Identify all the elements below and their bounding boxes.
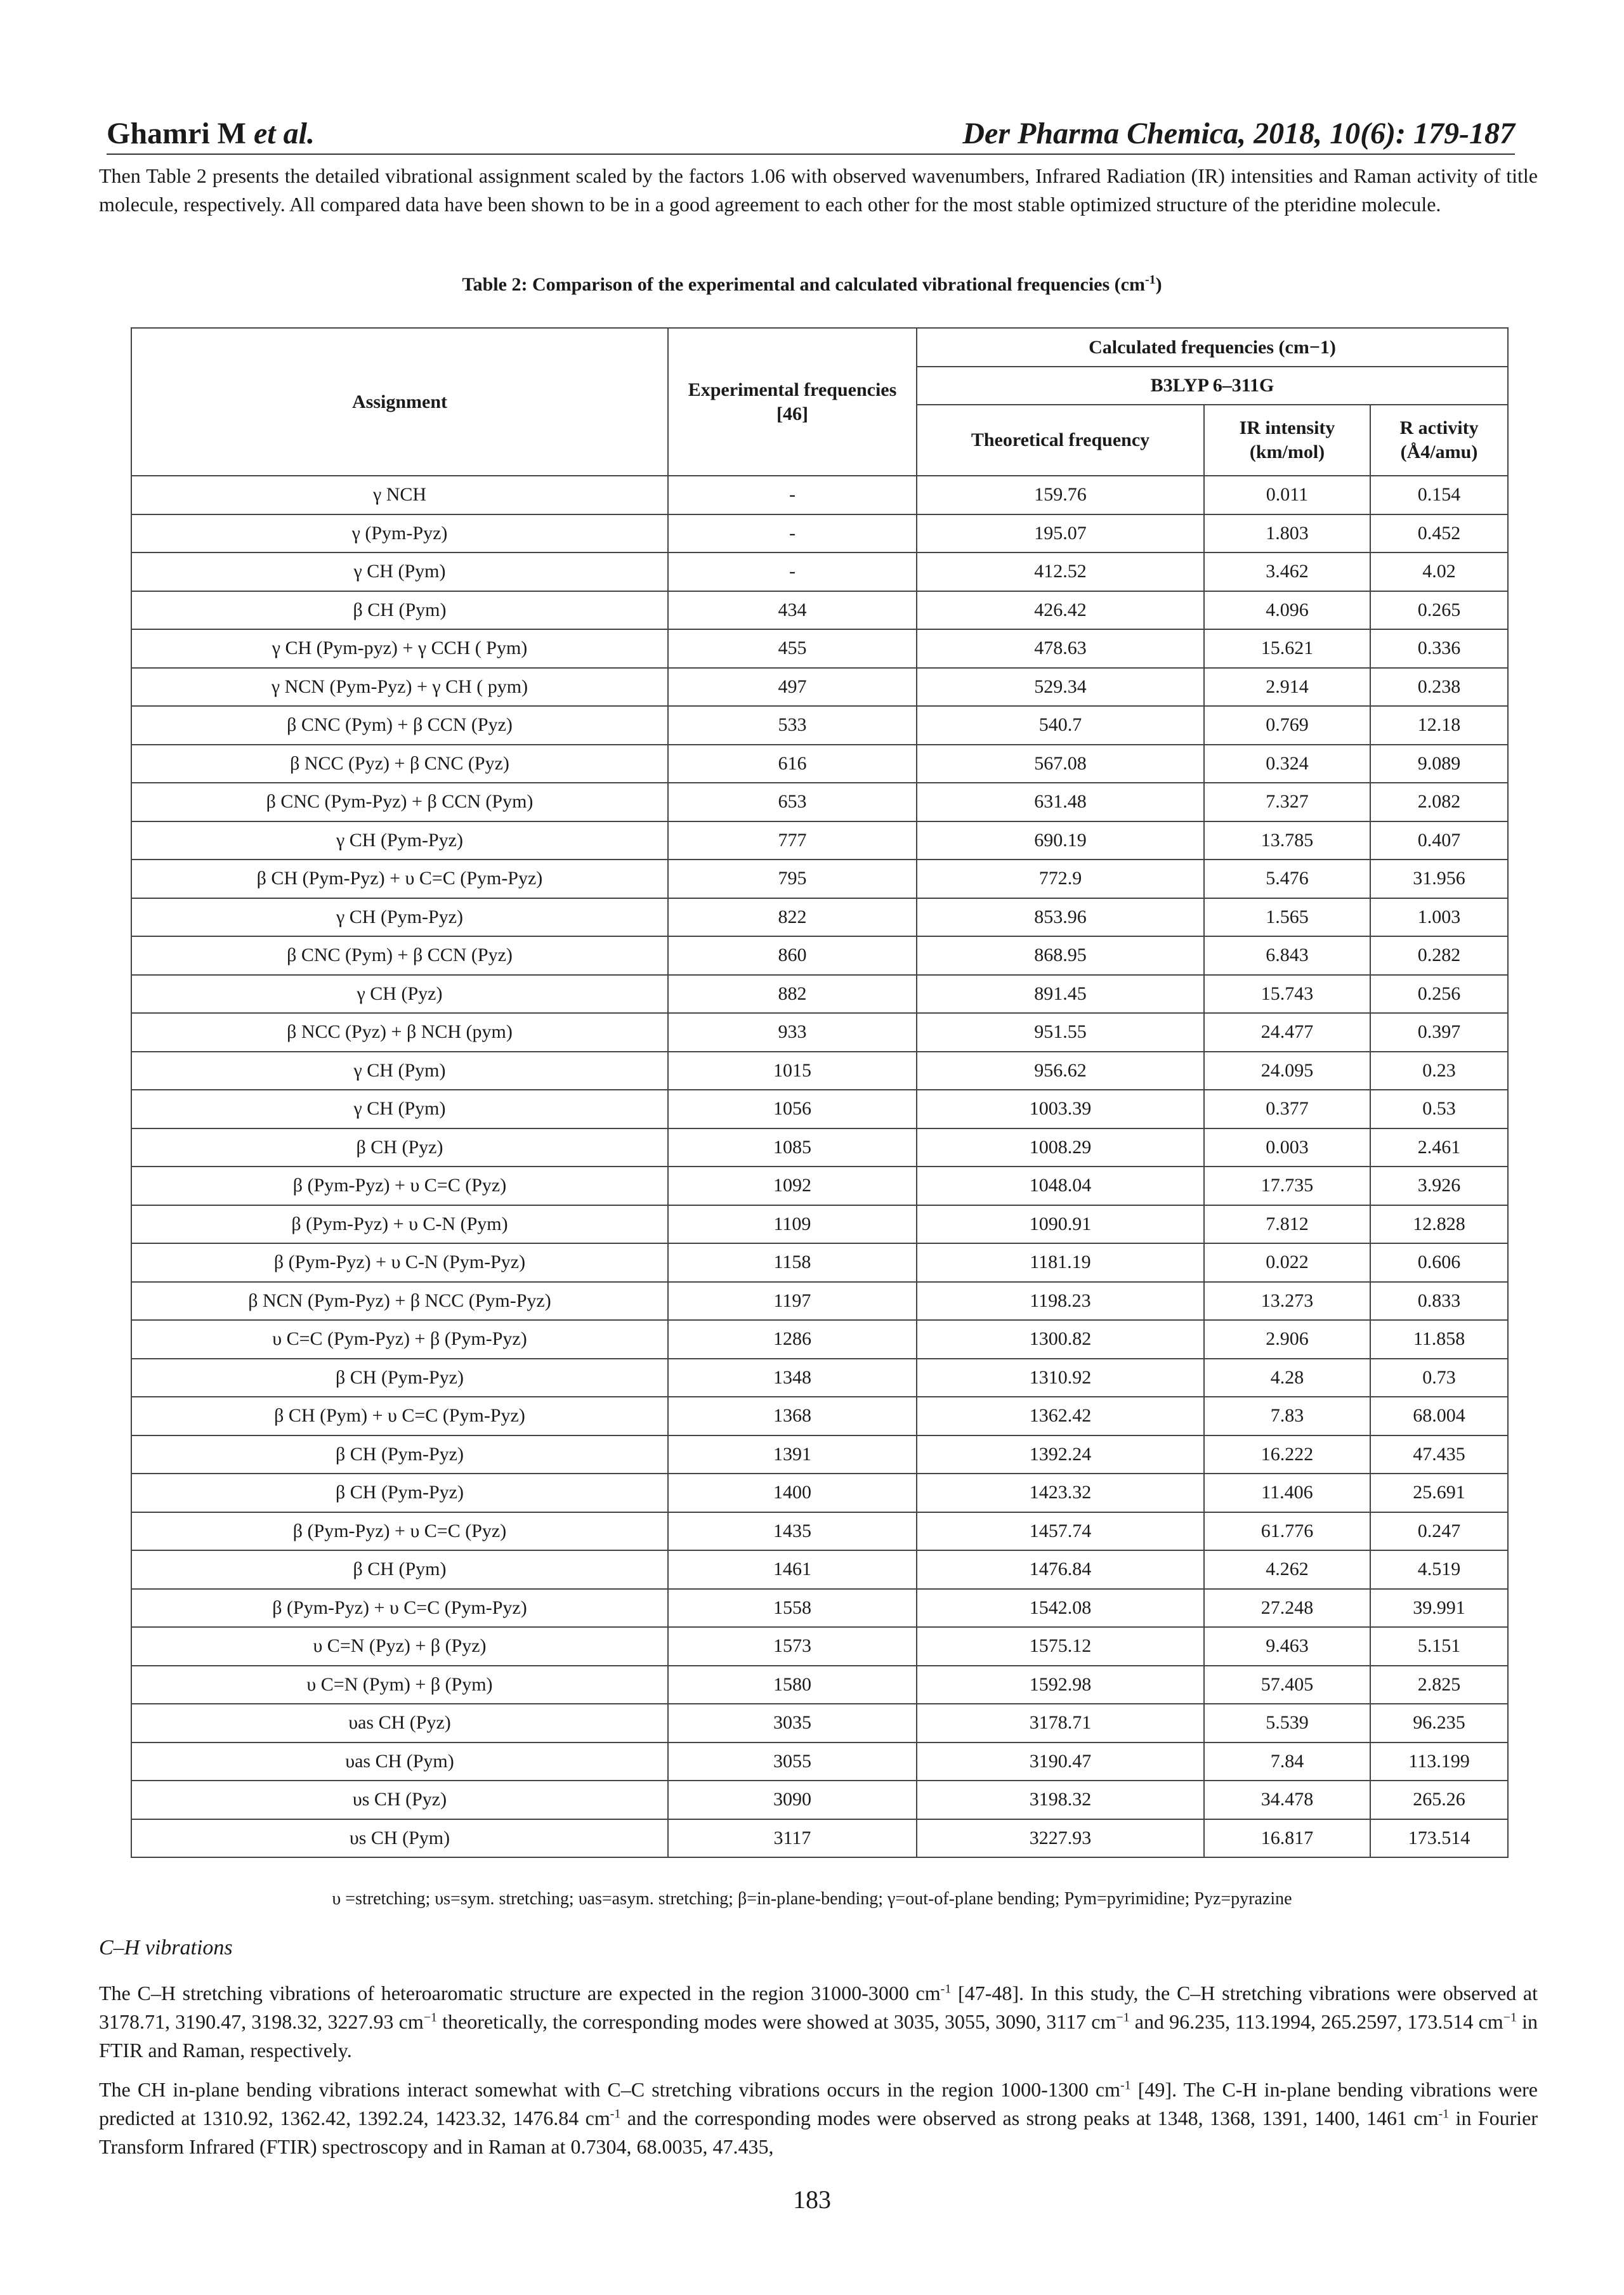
cell-theoretical: 1181.19: [917, 1243, 1204, 1282]
cell-raman-activity: 0.53: [1370, 1090, 1508, 1128]
cell-ir-intensity: 7.84: [1204, 1743, 1370, 1781]
cell-ir-intensity: 7.812: [1204, 1205, 1370, 1244]
cell-ir-intensity: 1.803: [1204, 514, 1370, 553]
cell-assignment: β (Pym-Pyz) + υ C=C (Pyz): [131, 1512, 668, 1551]
cell-experimental: 3035: [668, 1704, 917, 1743]
cell-ir-intensity: 1.565: [1204, 898, 1370, 937]
cell-raman-activity: 0.238: [1370, 668, 1508, 707]
cell-experimental: 616: [668, 745, 917, 783]
cell-raman-activity: 0.256: [1370, 975, 1508, 1014]
table-row: [131, 783, 1508, 821]
ch-stretching-paragraph: [99, 1979, 1538, 2065]
header-journal: Der Pharma Chemica, 2018, 10(6): 179-187: [962, 117, 1515, 150]
cell-ir-intensity: 7.83: [1204, 1397, 1370, 1435]
header-raman-activity: R activity (Å4/amu): [1370, 405, 1508, 476]
p3-sup-a: -1: [1120, 2078, 1131, 2093]
cell-raman-activity: 0.606: [1370, 1243, 1508, 1282]
p3-sup-c: -1: [1438, 2107, 1450, 2121]
p2-sup-a: -1: [940, 1982, 952, 1996]
cell-assignment: β CNC (Pym) + β CCN (Pyz): [131, 936, 668, 975]
cell-ir-intensity: 4.28: [1204, 1359, 1370, 1397]
table-row: [131, 1282, 1508, 1321]
ch-bending-paragraph: [99, 2076, 1538, 2161]
header-assignment: Assignment: [131, 328, 668, 476]
cell-assignment: γ CH (Pym-pyz) + γ CCH ( Pym): [131, 629, 668, 668]
cell-assignment: γ CH (Pyz): [131, 975, 668, 1014]
table-row: [131, 1743, 1508, 1781]
p2-text-d: and 96.235, 113.1994, 265.2597, 173.514 cm: [1129, 2010, 1503, 2033]
caption-text: Table 2: Comparison of the experimental and calculated vibrational frequencies (cm: [462, 274, 1145, 295]
cell-ir-intensity: 16.817: [1204, 1819, 1370, 1858]
cell-ir-intensity: 11.406: [1204, 1474, 1370, 1512]
header-theoretical: Theoretical frequency: [917, 405, 1204, 476]
table-row: [131, 1013, 1508, 1052]
cell-assignment: γ CH (Pym): [131, 552, 668, 591]
cell-raman-activity: 265.26: [1370, 1781, 1508, 1819]
table-body: [131, 476, 1508, 1857]
caption-sup: -1: [1144, 273, 1156, 287]
cell-raman-activity: 0.833: [1370, 1282, 1508, 1321]
header-ir-intensity: IR intensity (km/mol): [1204, 405, 1370, 476]
table-row: [131, 1090, 1508, 1128]
page-number: 183: [793, 2185, 831, 2214]
intro-paragraph: Then Table 2 presents the detailed vibrational assignment scaled by the factors 1.06 with observed wavenumbers, Infrared Radiation (IR) intensities and Raman activity of title molecule, respectively. All compared data have been shown to be in a good agreement to each other for the most stable optimized structure of the pteridine molecule.: [99, 164, 1538, 216]
cell-raman-activity: 0.397: [1370, 1013, 1508, 1052]
p2-text-a: The C–H stretching vibrations of heteroaromatic structure are expected in the region 31000-3000 cm: [99, 1982, 941, 2004]
cell-assignment: β CNC (Pym) + β CCN (Pyz): [131, 706, 668, 745]
frequency-table: [131, 327, 1509, 1858]
p3-text-c: and the corresponding modes were observed as strong peaks at 1348, 1368, 1391, 1400, 1461 cm: [620, 2107, 1439, 2129]
table-row: [131, 1320, 1508, 1359]
cell-raman-activity: 25.691: [1370, 1474, 1508, 1512]
cell-experimental: 1197: [668, 1282, 917, 1321]
cell-assignment: β CH (Pym) + υ C=C (Pym-Pyz): [131, 1397, 668, 1435]
cell-theoretical: 1300.82: [917, 1320, 1204, 1359]
table-row: [131, 1435, 1508, 1474]
cell-ir-intensity: 0.003: [1204, 1128, 1370, 1167]
cell-ir-intensity: 24.095: [1204, 1052, 1370, 1090]
cell-raman-activity: 4.02: [1370, 552, 1508, 591]
cell-raman-activity: 0.154: [1370, 476, 1508, 514]
cell-ir-intensity: 3.462: [1204, 552, 1370, 591]
cell-theoretical: 1423.32: [917, 1474, 1204, 1512]
cell-theoretical: 631.48: [917, 783, 1204, 821]
cell-assignment: γ CH (Pym): [131, 1052, 668, 1090]
cell-theoretical: 1310.92: [917, 1359, 1204, 1397]
cell-raman-activity: 0.265: [1370, 591, 1508, 630]
header-experimental: Experimental frequencies [46]: [668, 328, 917, 476]
header-authors: [107, 116, 315, 151]
cell-theoretical: 1542.08: [917, 1589, 1204, 1628]
cell-assignment: β CH (Pym): [131, 591, 668, 630]
cell-raman-activity: 1.003: [1370, 898, 1508, 937]
cell-raman-activity: 0.452: [1370, 514, 1508, 553]
cell-experimental: 860: [668, 936, 917, 975]
cell-theoretical: 956.62: [917, 1052, 1204, 1090]
cell-ir-intensity: 5.539: [1204, 1704, 1370, 1743]
cell-ir-intensity: 0.011: [1204, 476, 1370, 514]
cell-raman-activity: 0.247: [1370, 1512, 1508, 1551]
cell-experimental: 795: [668, 860, 917, 898]
table-row: [131, 514, 1508, 553]
cell-experimental: 497: [668, 668, 917, 707]
table-row: [131, 1205, 1508, 1244]
cell-ir-intensity: 15.621: [1204, 629, 1370, 668]
cell-raman-activity: 3.926: [1370, 1167, 1508, 1205]
cell-assignment: β CH (Pym-Pyz): [131, 1435, 668, 1474]
cell-assignment: υs CH (Pym): [131, 1819, 668, 1858]
cell-experimental: 1056: [668, 1090, 917, 1128]
cell-theoretical: 426.42: [917, 591, 1204, 630]
cell-assignment: γ CH (Pym-Pyz): [131, 898, 668, 937]
cell-ir-intensity: 5.476: [1204, 860, 1370, 898]
cell-ir-intensity: 34.478: [1204, 1781, 1370, 1819]
p2-text-b: [47-48]. In this study, the C–H stretching vibrations were observed at 3178.71, 3190.47, 3198.32, 3227.93 cm: [99, 1982, 1538, 2033]
cell-raman-activity: 39.991: [1370, 1589, 1508, 1628]
cell-theoretical: 951.55: [917, 1013, 1204, 1052]
cell-ir-intensity: 13.785: [1204, 821, 1370, 860]
cell-theoretical: 567.08: [917, 745, 1204, 783]
cell-raman-activity: 0.282: [1370, 936, 1508, 975]
cell-theoretical: 540.7: [917, 706, 1204, 745]
table-row: [131, 1589, 1508, 1628]
cell-raman-activity: 0.73: [1370, 1359, 1508, 1397]
cell-ir-intensity: 0.324: [1204, 745, 1370, 783]
cell-theoretical: 478.63: [917, 629, 1204, 668]
cell-raman-activity: 173.514: [1370, 1819, 1508, 1858]
cell-experimental: 1368: [668, 1397, 917, 1435]
cell-theoretical: 3198.32: [917, 1781, 1204, 1819]
table-row: [131, 975, 1508, 1014]
cell-assignment: β CH (Pym): [131, 1550, 668, 1589]
table-row: [131, 1781, 1508, 1819]
cell-theoretical: 1362.42: [917, 1397, 1204, 1435]
cell-raman-activity: 31.956: [1370, 860, 1508, 898]
cell-experimental: 1400: [668, 1474, 917, 1512]
table-caption: [0, 274, 1624, 296]
cell-theoretical: 868.95: [917, 936, 1204, 975]
cell-theoretical: 195.07: [917, 514, 1204, 553]
cell-ir-intensity: 2.914: [1204, 668, 1370, 707]
cell-ir-intensity: 17.735: [1204, 1167, 1370, 1205]
cell-theoretical: 1008.29: [917, 1128, 1204, 1167]
cell-theoretical: 1592.98: [917, 1666, 1204, 1704]
cell-experimental: 1092: [668, 1167, 917, 1205]
cell-theoretical: 1198.23: [917, 1282, 1204, 1321]
table-row: [131, 1666, 1508, 1704]
cell-raman-activity: 2.461: [1370, 1128, 1508, 1167]
header-calculated: Calculated frequencies (cm−1): [917, 328, 1508, 367]
cell-theoretical: 412.52: [917, 552, 1204, 591]
cell-assignment: γ CH (Pym-Pyz): [131, 821, 668, 860]
cell-assignment: υ C=N (Pym) + β (Pym): [131, 1666, 668, 1704]
cell-ir-intensity: 15.743: [1204, 975, 1370, 1014]
cell-experimental: 1461: [668, 1550, 917, 1589]
table-row: [131, 745, 1508, 783]
cell-experimental: 455: [668, 629, 917, 668]
cell-experimental: 822: [668, 898, 917, 937]
cell-raman-activity: 0.407: [1370, 821, 1508, 860]
table-row: [131, 1128, 1508, 1167]
table-footnote: υ =stretching; υs=sym. stretching; υas=asym. stretching; β=in-plane-bending; γ=out-of-plane bending; Pym=pyrimidine; Pyz=pyrazine: [332, 1889, 1292, 1909]
cell-ir-intensity: 0.377: [1204, 1090, 1370, 1128]
table-row: [131, 1243, 1508, 1282]
cell-assignment: β CH (Pym-Pyz): [131, 1474, 668, 1512]
table-row: [131, 1627, 1508, 1666]
caption-end: ): [1155, 274, 1162, 295]
cell-ir-intensity: 6.843: [1204, 936, 1370, 975]
cell-assignment: β (Pym-Pyz) + υ C-N (Pym): [131, 1205, 668, 1244]
table-row: [131, 591, 1508, 630]
cell-ir-intensity: 13.273: [1204, 1282, 1370, 1321]
cell-experimental: 3090: [668, 1781, 917, 1819]
cell-raman-activity: 0.23: [1370, 1052, 1508, 1090]
cell-experimental: 1158: [668, 1243, 917, 1282]
cell-raman-activity: 47.435: [1370, 1435, 1508, 1474]
cell-raman-activity: 5.151: [1370, 1627, 1508, 1666]
cell-theoretical: 853.96: [917, 898, 1204, 937]
cell-assignment: β NCC (Pyz) + β CNC (Pyz): [131, 745, 668, 783]
table-row: [131, 1550, 1508, 1589]
cell-experimental: -: [668, 476, 917, 514]
cell-assignment: β NCN (Pym-Pyz) + β NCC (Pym-Pyz): [131, 1282, 668, 1321]
cell-experimental: 1085: [668, 1128, 917, 1167]
table-row: [131, 936, 1508, 975]
cell-raman-activity: 12.18: [1370, 706, 1508, 745]
cell-raman-activity: 96.235: [1370, 1704, 1508, 1743]
cell-theoretical: 1575.12: [917, 1627, 1204, 1666]
cell-assignment: υs CH (Pyz): [131, 1781, 668, 1819]
cell-assignment: β CH (Pym-Pyz) + υ C=C (Pym-Pyz): [131, 860, 668, 898]
cell-theoretical: 3190.47: [917, 1743, 1204, 1781]
p2-sup-d: −1: [1503, 2010, 1517, 2025]
cell-assignment: γ NCH: [131, 476, 668, 514]
cell-experimental: 533: [668, 706, 917, 745]
cell-ir-intensity: 9.463: [1204, 1627, 1370, 1666]
cell-ir-intensity: 7.327: [1204, 783, 1370, 821]
cell-theoretical: 3227.93: [917, 1819, 1204, 1858]
cell-assignment: υ C=C (Pym-Pyz) + β (Pym-Pyz): [131, 1320, 668, 1359]
cell-theoretical: 1090.91: [917, 1205, 1204, 1244]
header-author-name: Ghamri M: [107, 117, 246, 150]
cell-raman-activity: 11.858: [1370, 1320, 1508, 1359]
cell-experimental: 1435: [668, 1512, 917, 1551]
cell-theoretical: 1048.04: [917, 1167, 1204, 1205]
table-row: [131, 476, 1508, 514]
cell-experimental: 1109: [668, 1205, 917, 1244]
cell-assignment: β (Pym-Pyz) + υ C-N (Pym-Pyz): [131, 1243, 668, 1282]
table-row: [131, 821, 1508, 860]
cell-assignment: β CH (Pyz): [131, 1128, 668, 1167]
table-row: [131, 1819, 1508, 1858]
cell-experimental: -: [668, 514, 917, 553]
cell-assignment: υ C=N (Pyz) + β (Pyz): [131, 1627, 668, 1666]
cell-experimental: 1348: [668, 1359, 917, 1397]
table-row: [131, 552, 1508, 591]
header-etal: et al.: [253, 117, 315, 150]
p2-sup-c: −1: [1116, 2010, 1130, 2025]
cell-ir-intensity: 61.776: [1204, 1512, 1370, 1551]
cell-theoretical: 1476.84: [917, 1550, 1204, 1589]
cell-assignment: υas CH (Pyz): [131, 1704, 668, 1743]
cell-assignment: β (Pym-Pyz) + υ C=C (Pym-Pyz): [131, 1589, 668, 1628]
table-row: [131, 1359, 1508, 1397]
cell-theoretical: 1392.24: [917, 1435, 1204, 1474]
table-row: [131, 668, 1508, 707]
p3-sup-b: -1: [610, 2107, 621, 2121]
cell-ir-intensity: 2.906: [1204, 1320, 1370, 1359]
cell-experimental: 1573: [668, 1627, 917, 1666]
p3-text-a: The CH in-plane bending vibrations interact somewhat with C–C stretching vibrations occurs in the region 1000-1300 cm: [99, 2078, 1121, 2101]
table-row: [131, 1512, 1508, 1551]
cell-experimental: 1286: [668, 1320, 917, 1359]
cell-theoretical: 1003.39: [917, 1090, 1204, 1128]
cell-assignment: γ (Pym-Pyz): [131, 514, 668, 553]
cell-experimental: 882: [668, 975, 917, 1014]
cell-experimental: 1558: [668, 1589, 917, 1628]
p3-text-b: [49]. The C-H in-plane bending vibrations were predicted at 1310.92, 1362.42, 1392.24, 1423.32, 1476.84 cm: [99, 2078, 1538, 2129]
cell-experimental: 3117: [668, 1819, 917, 1858]
p3-text-d: in Fourier Transform Infrared (FTIR) spectroscopy and in Raman at 0.7304, 68.0035, 47.435,: [99, 2107, 1538, 2158]
cell-raman-activity: 113.199: [1370, 1743, 1508, 1781]
table-row: [131, 706, 1508, 745]
cell-theoretical: 772.9: [917, 860, 1204, 898]
cell-raman-activity: 2.825: [1370, 1666, 1508, 1704]
cell-experimental: 1015: [668, 1052, 917, 1090]
cell-theoretical: 3178.71: [917, 1704, 1204, 1743]
cell-ir-intensity: 16.222: [1204, 1435, 1370, 1474]
cell-experimental: 653: [668, 783, 917, 821]
header-method: B3LYP 6–311G: [917, 367, 1508, 405]
cell-theoretical: 690.19: [917, 821, 1204, 860]
table-row: [131, 1397, 1508, 1435]
cell-experimental: 933: [668, 1013, 917, 1052]
table-row: [131, 860, 1508, 898]
cell-raman-activity: 2.082: [1370, 783, 1508, 821]
p2-text-c: theoretically, the corresponding modes were showed at 3035, 3055, 3090, 3117 cm: [437, 2010, 1116, 2033]
section-heading: C–H vibrations: [99, 1936, 233, 1959]
table-row: [131, 629, 1508, 668]
cell-raman-activity: 0.336: [1370, 629, 1508, 668]
cell-experimental: 3055: [668, 1743, 917, 1781]
cell-ir-intensity: 0.769: [1204, 706, 1370, 745]
cell-ir-intensity: 24.477: [1204, 1013, 1370, 1052]
table-row: [131, 1052, 1508, 1090]
cell-assignment: β CH (Pym-Pyz): [131, 1359, 668, 1397]
cell-ir-intensity: 27.248: [1204, 1589, 1370, 1628]
cell-theoretical: 159.76: [917, 476, 1204, 514]
cell-raman-activity: 12.828: [1370, 1205, 1508, 1244]
cell-experimental: 434: [668, 591, 917, 630]
cell-raman-activity: 4.519: [1370, 1550, 1508, 1589]
table-row: [131, 1167, 1508, 1205]
cell-experimental: 777: [668, 821, 917, 860]
cell-assignment: γ NCN (Pym-Pyz) + γ CH ( pym): [131, 668, 668, 707]
cell-raman-activity: 9.089: [1370, 745, 1508, 783]
cell-assignment: β CNC (Pym-Pyz) + β CCN (Pym): [131, 783, 668, 821]
cell-ir-intensity: 4.096: [1204, 591, 1370, 630]
cell-theoretical: 891.45: [917, 975, 1204, 1014]
cell-assignment: υas CH (Pym): [131, 1743, 668, 1781]
running-header: [107, 116, 1515, 155]
cell-assignment: γ CH (Pym): [131, 1090, 668, 1128]
cell-experimental: 1391: [668, 1435, 917, 1474]
p2-text-e: in FTIR and Raman, respectively.: [99, 2010, 1538, 2062]
cell-assignment: β (Pym-Pyz) + υ C=C (Pyz): [131, 1167, 668, 1205]
cell-raman-activity: 68.004: [1370, 1397, 1508, 1435]
cell-theoretical: 1457.74: [917, 1512, 1204, 1551]
cell-ir-intensity: 57.405: [1204, 1666, 1370, 1704]
p2-sup-b: −1: [423, 2010, 437, 2025]
cell-ir-intensity: 0.022: [1204, 1243, 1370, 1282]
table-row: [131, 898, 1508, 937]
cell-ir-intensity: 4.262: [1204, 1550, 1370, 1589]
cell-experimental: -: [668, 552, 917, 591]
cell-assignment: β NCC (Pyz) + β NCH (pym): [131, 1013, 668, 1052]
table-row: [131, 1474, 1508, 1512]
cell-theoretical: 529.34: [917, 668, 1204, 707]
table-row: [131, 1704, 1508, 1743]
cell-experimental: 1580: [668, 1666, 917, 1704]
